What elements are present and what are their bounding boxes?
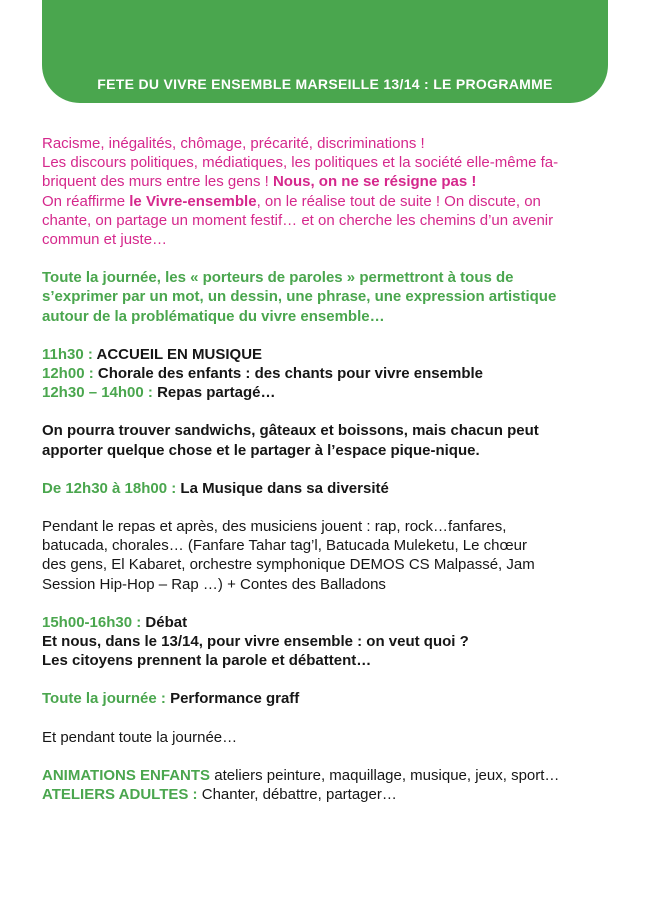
music-time: De 12h30 à 18h00 : [42,479,181,497]
allday-line: Et pendant toute la journée… [42,728,238,746]
debate-line-2: Et nous, dans le 13/14, pour vivre ensemble : on veut quoi ? [42,633,469,651]
workshops-list [42,766,610,804]
music-line-1: Pendant le repas et après, des musiciens jouent : rap, rock…fanfares, [42,518,507,536]
event-title: FETE DU VIVRE ENSEMBLE MARSEILLE 13/14 : LE PROGRAMME [97,75,553,92]
debate-title: Débat [145,613,188,631]
debate-heading [42,613,610,632]
intro-line-1: Racisme, inégalités, chômage, précarité, discriminations ! [42,135,425,152]
schedule-item-2-time: 12h00 : [42,365,98,383]
music-paragraph [42,517,610,594]
music-heading [42,479,610,498]
schedule-list [42,345,610,403]
schedule-item-3 [42,383,610,402]
intro-line-3-regular: briquent des murs entre les gens ! [42,173,273,191]
intro-line-6: commun et juste… [42,231,168,249]
picnic-line-2: apporter quelque chose et le partager à l’espace pique-nique. [42,441,480,459]
header-banner [42,0,608,103]
schedule-item-1-time: 11h30 : [42,345,97,363]
workshops-adults-label: ATELIERS ADULTES : [42,786,202,804]
music-line-3: des gens, El Kabaret, orchestre symphonique DEMOS CS Malpassé, Jam [42,556,535,574]
schedule-item-1-label: ACCUEIL EN MUSIQUE [96,345,263,363]
debate-line-3: Les citoyens prennent la parole et débattent… [42,652,372,670]
intro-paragraph [42,134,610,249]
debate-section [42,613,610,671]
intro-line-3 [42,172,610,191]
music-line-2: batucada, chorales… (Fanfare Tahar tag’l, Batucada Muleketu, Le chœur [42,537,527,555]
intro-line-3-bold: Nous, on ne se résigne pas ! [272,173,477,191]
schedule-item-3-label: Repas partagé… [157,384,276,402]
music-title: La Musique dans sa diversité [180,479,389,497]
workshops-kids-text: ateliers peinture, maquillage, musique, jeux, sport… [214,766,560,784]
schedule-item-3-time: 12h30 – 14h00 : [42,384,158,402]
porteurs-line-3: autour de la problématique du vivre ensemble… [42,307,385,325]
intro-line-5: chante, on partage un moment festif… et on cherche les chemins d’un avenir [42,211,554,229]
picnic-paragraph [42,421,610,459]
workshops-kids-label: ANIMATIONS ENFANTS [42,766,215,784]
music-line-4: Session Hip-Hop – Rap …) + Contes des Balladons [42,575,386,593]
intro-line-4-bold: le Vivre-ensemble [129,192,257,210]
workshops-adults-text: Chanter, débattre, partager… [201,786,397,804]
graff-time: Toute la journée : [42,690,171,708]
intro-line-2: Les discours politiques, médiatiques, les politiques et la société elle-même fa- [42,154,559,172]
program-content [0,103,610,804]
workshops-kids [42,766,610,785]
intro-line-4 [42,192,610,211]
debate-time: 15h00-16h30 : [42,613,146,631]
intro-line-4-start: On réaffirme [42,192,130,210]
music-heading-line [42,479,610,498]
graff-title: Performance graff [170,690,300,708]
intro-line-4-end: , on le réalise tout de suite ! On discute, on [256,192,541,210]
workshops-adults [42,785,610,804]
graff-heading-line [42,689,610,708]
schedule-item-2-label: Chorale des enfants : des chants pour vivre ensemble [97,365,483,383]
schedule-item-2 [42,364,610,383]
porteurs-line-2: s’exprimer par un mot, un dessin, une phrase, une expression artistique [42,288,557,306]
porteurs-line-1: Toute la journée, les « porteurs de paroles » permettront à tous de [42,269,514,287]
picnic-line-1: On pourra trouver sandwichs, gâteaux et boissons, mais chacun peut [42,422,539,440]
allday-paragraph [42,728,610,747]
schedule-item-1 [42,345,610,364]
graff-heading [42,689,610,708]
porteurs-paragraph [42,268,610,326]
